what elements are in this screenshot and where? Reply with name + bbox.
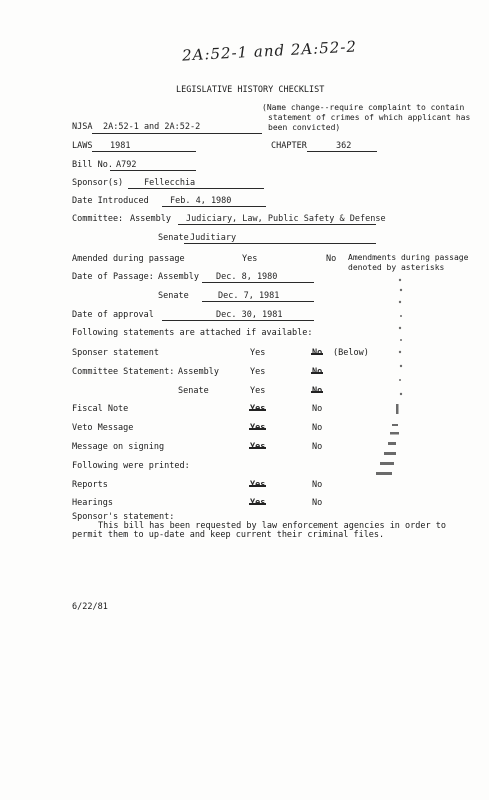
assembly-committee-value: Judiciary, Law, Public Safety & Defense [186, 214, 386, 224]
njsa-underline [92, 133, 262, 134]
fiscal-note-label: Fiscal Note [72, 404, 129, 414]
page-title: LEGISLATIVE HISTORY CHECKLIST [176, 85, 325, 95]
committee-statement-senate: Senate [178, 386, 209, 396]
amended-no: No [326, 254, 337, 264]
sponsor-value: Fellecchia [144, 178, 196, 188]
approval-underline [162, 320, 314, 321]
approval-label: Date of approval [72, 310, 154, 320]
approval-date: Dec. 30, 1981 [216, 310, 283, 320]
message-on-signing-yes-struck: Yes [250, 442, 266, 452]
name-change-note-line-3: been convicted) [268, 123, 341, 132]
name-change-note-line-1: (Name change--require complaint to contain [262, 103, 465, 112]
bill-underline [110, 170, 196, 171]
sponsor-statement-extra: (Below) [333, 348, 369, 358]
assembly-committee-underline [178, 224, 376, 225]
sponsor-statement-label: Sponsor's statement: [72, 512, 175, 522]
sponsor-statement-yes: Yes [250, 348, 266, 358]
sponsor-statement-row-label: Sponser statement [72, 348, 159, 358]
njsa-label: NJSA [72, 122, 93, 132]
footer-code: 6/22/81 [72, 602, 108, 612]
bill-label: Bill No. [72, 160, 113, 170]
passage-senate-date: Dec. 7, 1981 [218, 291, 280, 301]
committee-senate-label: Senate [158, 233, 189, 243]
veto-message-label: Veto Message [72, 423, 134, 433]
passage-senate-underline [202, 301, 314, 302]
laws-label: LAWS [72, 141, 93, 151]
laws-underline [92, 151, 196, 152]
committee-assembly-label: Assembly [130, 214, 171, 224]
sponsor-underline [128, 188, 264, 189]
committee-assembly-no-struck: No [312, 367, 323, 377]
committee-statement-assembly: Assembly [178, 367, 219, 377]
amended-label: Amended during passage [72, 254, 185, 264]
reports-label: Reports [72, 480, 108, 490]
senate-committee-underline [184, 243, 376, 244]
library-stamp-mark [370, 276, 410, 486]
passage-senate-label: Senate [158, 291, 189, 301]
laws-value: 1981 [110, 141, 131, 151]
amendment-note-line-2: denoted by asterisks [348, 263, 445, 272]
fiscal-note-yes-struck: Yes [250, 404, 266, 414]
name-change-note-line-2: statement of crimes of which applicant has [268, 113, 471, 122]
committee-assembly-yes: Yes [250, 367, 266, 377]
sponsor-statement-line-1: This bill has been requested by law enforcement agencies in order to [98, 521, 446, 531]
njsa-value: 2A:52-1 and 2A:52-2 [103, 122, 201, 132]
reports-yes-struck: Yes [250, 480, 266, 490]
veto-message-yes-struck: Yes [250, 423, 266, 433]
message-on-signing-label: Message on signing [72, 442, 165, 452]
chapter-value: 362 [336, 141, 352, 151]
date-introduced-value: Feb. 4, 1980 [170, 196, 232, 206]
chapter-underline [307, 151, 377, 152]
sponsor-label: Sponsor(s) [72, 178, 124, 188]
committee-label: Committee: [72, 214, 124, 224]
sponsor-statement-line-2: permit them to up-date and keep current their criminal files. [72, 530, 385, 540]
senate-committee-value: Juditiary [190, 233, 237, 243]
reports-no: No [312, 480, 323, 490]
hearings-yes-struck: Yes [250, 498, 266, 508]
amended-yes: Yes [242, 254, 258, 264]
date-of-passage-label: Date of Passage: [72, 272, 154, 282]
committee-senate-no-struck: No [312, 386, 323, 396]
committee-senate-yes: Yes [250, 386, 266, 396]
veto-message-no: No [312, 423, 323, 433]
message-on-signing-no: No [312, 442, 323, 452]
statements-heading: Following statements are attached if available: [72, 328, 313, 338]
committee-statement-label: Committee Statement: [72, 367, 175, 377]
passage-assembly-date: Dec. 8, 1980 [216, 272, 278, 282]
hearings-no: No [312, 498, 323, 508]
printed-heading: Following were printed: [72, 461, 190, 471]
passage-assembly-label: Assembly [158, 272, 199, 282]
chapter-label: CHAPTER [271, 141, 307, 151]
hearings-label: Hearings [72, 498, 113, 508]
bill-value: A792 [116, 160, 137, 170]
handwritten-title: 2A:52-1 and 2A:52-2 [181, 37, 358, 65]
amendment-note-line-1: Amendments during passage [348, 253, 469, 262]
sponsor-statement-no-struck: No [312, 348, 323, 358]
fiscal-note-no: No [312, 404, 323, 414]
date-introduced-underline [162, 206, 266, 207]
date-introduced-label: Date Introduced [72, 196, 149, 206]
passage-assembly-underline [202, 282, 314, 283]
